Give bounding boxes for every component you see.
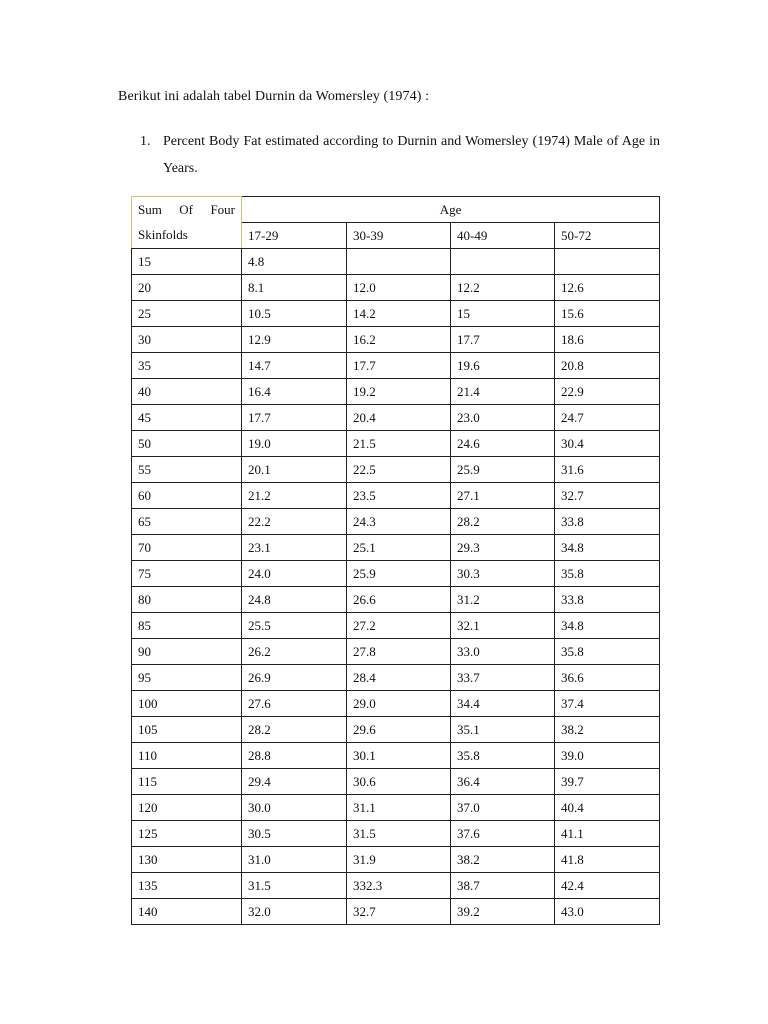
table-row [132,795,660,821]
sum-header-line2: Skinfolds [138,227,188,242]
body-fat-cell: 35.1 [451,717,555,743]
table-row [132,821,660,847]
body-fat-cell: 20.8 [555,353,660,379]
body-fat-cell: 29.3 [451,535,555,561]
skinfold-sum-cell: 140 [132,899,242,925]
body-fat-cell [347,249,451,275]
body-fat-cell: 24.8 [242,587,347,613]
body-fat-cell: 26.2 [242,639,347,665]
table-row [132,405,660,431]
body-fat-cell: 30.6 [347,769,451,795]
body-fat-cell: 14.7 [242,353,347,379]
body-fat-cell: 26.6 [347,587,451,613]
age-group-header: 17-29 [242,223,347,249]
skinfold-sum-cell: 20 [132,275,242,301]
body-fat-cell: 8.1 [242,275,347,301]
body-fat-cell: 25.1 [347,535,451,561]
body-fat-cell: 28.2 [451,509,555,535]
body-fat-cell: 42.4 [555,873,660,899]
sum-of-four-skinfolds-header [132,197,242,249]
body-fat-cell: 19.6 [451,353,555,379]
table-row [132,457,660,483]
body-fat-cell: 12.6 [555,275,660,301]
body-fat-cell: 21.4 [451,379,555,405]
body-fat-cell: 38.2 [555,717,660,743]
skinfold-sum-cell: 55 [132,457,242,483]
sum-header-line1 [138,197,241,222]
table-row [132,717,660,743]
body-fat-cell: 37.4 [555,691,660,717]
skinfold-sum-cell: 50 [132,431,242,457]
body-fat-cell: 19.2 [347,379,451,405]
skinfold-sum-cell: 15 [132,249,242,275]
age-header: Age [242,197,660,223]
body-fat-cell: 27.2 [347,613,451,639]
intro-text: Berikut ini adalah tabel Durnin da Womersley (1974) : [118,89,430,104]
table-header [132,197,660,249]
skinfold-sum-cell: 110 [132,743,242,769]
body-fat-cell: 28.2 [242,717,347,743]
skinfold-sum-cell: 130 [132,847,242,873]
body-fat-cell: 17.7 [347,353,451,379]
body-fat-cell: 27.6 [242,691,347,717]
body-fat-cell: 26.9 [242,665,347,691]
body-fat-cell: 10.5 [242,301,347,327]
sum-header-word: Four [210,202,235,217]
body-fat-cell: 43.0 [555,899,660,925]
body-fat-cell: 39.7 [555,769,660,795]
body-fat-cell: 15 [451,301,555,327]
body-fat-cell: 40.4 [555,795,660,821]
skinfold-sum-cell: 45 [132,405,242,431]
body-fat-cell: 31.9 [347,847,451,873]
body-fat-cell: 39.2 [451,899,555,925]
body-fat-cell: 25.5 [242,613,347,639]
table-row [132,379,660,405]
table-row [132,769,660,795]
body-fat-cell: 23.0 [451,405,555,431]
table-row [132,249,660,275]
body-fat-cell: 24.7 [555,405,660,431]
table-row [132,535,660,561]
body-fat-cell: 12.0 [347,275,451,301]
body-fat-cell: 25.9 [347,561,451,587]
body-fat-table [131,196,660,925]
body-fat-cell: 21.5 [347,431,451,457]
body-fat-cell: 33.0 [451,639,555,665]
skinfold-sum-cell: 35 [132,353,242,379]
numbered-list-item [140,128,660,182]
body-fat-cell: 28.4 [347,665,451,691]
body-fat-cell: 31.0 [242,847,347,873]
body-fat-cell: 37.6 [451,821,555,847]
body-fat-cell: 19.0 [242,431,347,457]
table-row [132,691,660,717]
body-fat-cell: 36.6 [555,665,660,691]
table-row [132,509,660,535]
body-fat-cell: 37.0 [451,795,555,821]
body-fat-cell: 30.3 [451,561,555,587]
sum-header-word: Sum [138,202,162,217]
skinfold-sum-cell: 105 [132,717,242,743]
body-fat-cell: 32.1 [451,613,555,639]
body-fat-cell: 17.7 [451,327,555,353]
body-fat-cell: 15.6 [555,301,660,327]
body-fat-cell: 30.4 [555,431,660,457]
skinfold-sum-cell: 75 [132,561,242,587]
table-row [132,483,660,509]
body-fat-cell: 31.5 [242,873,347,899]
skinfold-sum-cell: 60 [132,483,242,509]
body-fat-cell [451,249,555,275]
skinfold-sum-cell: 115 [132,769,242,795]
body-fat-cell: 16.2 [347,327,451,353]
table-row [132,899,660,925]
body-fat-cell: 14.2 [347,301,451,327]
body-fat-cell: 31.2 [451,587,555,613]
table-row [132,639,660,665]
skinfold-sum-cell: 30 [132,327,242,353]
header-row-1 [132,197,660,223]
body-fat-cell [555,249,660,275]
body-fat-cell: 24.3 [347,509,451,535]
skinfold-sum-cell: 135 [132,873,242,899]
table-row [132,613,660,639]
skinfold-sum-cell: 85 [132,613,242,639]
body-fat-cell: 35.8 [451,743,555,769]
table-row [132,873,660,899]
table-row [132,665,660,691]
body-fat-cell: 12.9 [242,327,347,353]
body-fat-cell: 39.0 [555,743,660,769]
table-row [132,561,660,587]
body-fat-cell: 30.5 [242,821,347,847]
table-body [132,249,660,925]
body-fat-cell: 20.4 [347,405,451,431]
body-fat-cell: 29.4 [242,769,347,795]
body-fat-cell: 18.6 [555,327,660,353]
body-fat-cell: 16.4 [242,379,347,405]
body-fat-cell: 12.2 [451,275,555,301]
body-fat-cell: 31.6 [555,457,660,483]
body-fat-cell: 32.7 [347,899,451,925]
body-fat-cell: 38.2 [451,847,555,873]
body-fat-cell: 30.0 [242,795,347,821]
body-fat-cell: 35.8 [555,639,660,665]
skinfold-sum-cell: 70 [132,535,242,561]
body-fat-cell: 20.1 [242,457,347,483]
table-row [132,353,660,379]
table-row [132,431,660,457]
skinfold-sum-cell: 90 [132,639,242,665]
body-fat-cell: 41.8 [555,847,660,873]
body-fat-cell: 22.2 [242,509,347,535]
body-fat-cell: 29.6 [347,717,451,743]
body-fat-cell: 27.1 [451,483,555,509]
body-fat-cell: 23.1 [242,535,347,561]
body-fat-cell: 36.4 [451,769,555,795]
list-number: 1. [140,134,151,149]
body-fat-cell: 27.8 [347,639,451,665]
body-fat-cell: 4.8 [242,249,347,275]
skinfold-sum-cell: 125 [132,821,242,847]
age-group-header: 40-49 [451,223,555,249]
skinfold-sum-cell: 120 [132,795,242,821]
body-fat-cell: 32.0 [242,899,347,925]
body-fat-cell: 23.5 [347,483,451,509]
body-fat-cell: 24.6 [451,431,555,457]
body-fat-cell: 30.1 [347,743,451,769]
body-fat-cell: 38.7 [451,873,555,899]
body-fat-cell: 21.2 [242,483,347,509]
body-fat-cell: 24.0 [242,561,347,587]
table-row [132,587,660,613]
skinfold-sum-cell: 95 [132,665,242,691]
body-fat-cell: 32.7 [555,483,660,509]
body-fat-cell: 34.8 [555,535,660,561]
skinfold-sum-cell: 65 [132,509,242,535]
body-fat-cell: 28.8 [242,743,347,769]
body-fat-cell: 22.5 [347,457,451,483]
skinfold-sum-cell: 80 [132,587,242,613]
sum-header-word: Of [179,202,193,217]
list-item-text: Percent Body Fat estimated according to Durnin and Womersley (1974) Male of Age in Years. [163,134,660,176]
body-fat-cell: 29.0 [347,691,451,717]
skinfold-sum-cell: 25 [132,301,242,327]
table-row [132,327,660,353]
table-row [132,743,660,769]
age-group-header: 50-72 [555,223,660,249]
body-fat-cell: 22.9 [555,379,660,405]
body-fat-cell: 33.8 [555,509,660,535]
table-row [132,847,660,873]
body-fat-cell: 25.9 [451,457,555,483]
body-fat-cell: 41.1 [555,821,660,847]
body-fat-cell: 332.3 [347,873,451,899]
skinfold-sum-cell: 40 [132,379,242,405]
skinfold-sum-cell: 100 [132,691,242,717]
table-row [132,275,660,301]
body-fat-cell: 34.8 [555,613,660,639]
table-row [132,301,660,327]
body-fat-cell: 33.7 [451,665,555,691]
body-fat-cell: 34.4 [451,691,555,717]
body-fat-cell: 35.8 [555,561,660,587]
body-fat-cell: 31.1 [347,795,451,821]
body-fat-cell: 33.8 [555,587,660,613]
body-fat-cell: 17.7 [242,405,347,431]
body-fat-cell: 31.5 [347,821,451,847]
age-group-header: 30-39 [347,223,451,249]
